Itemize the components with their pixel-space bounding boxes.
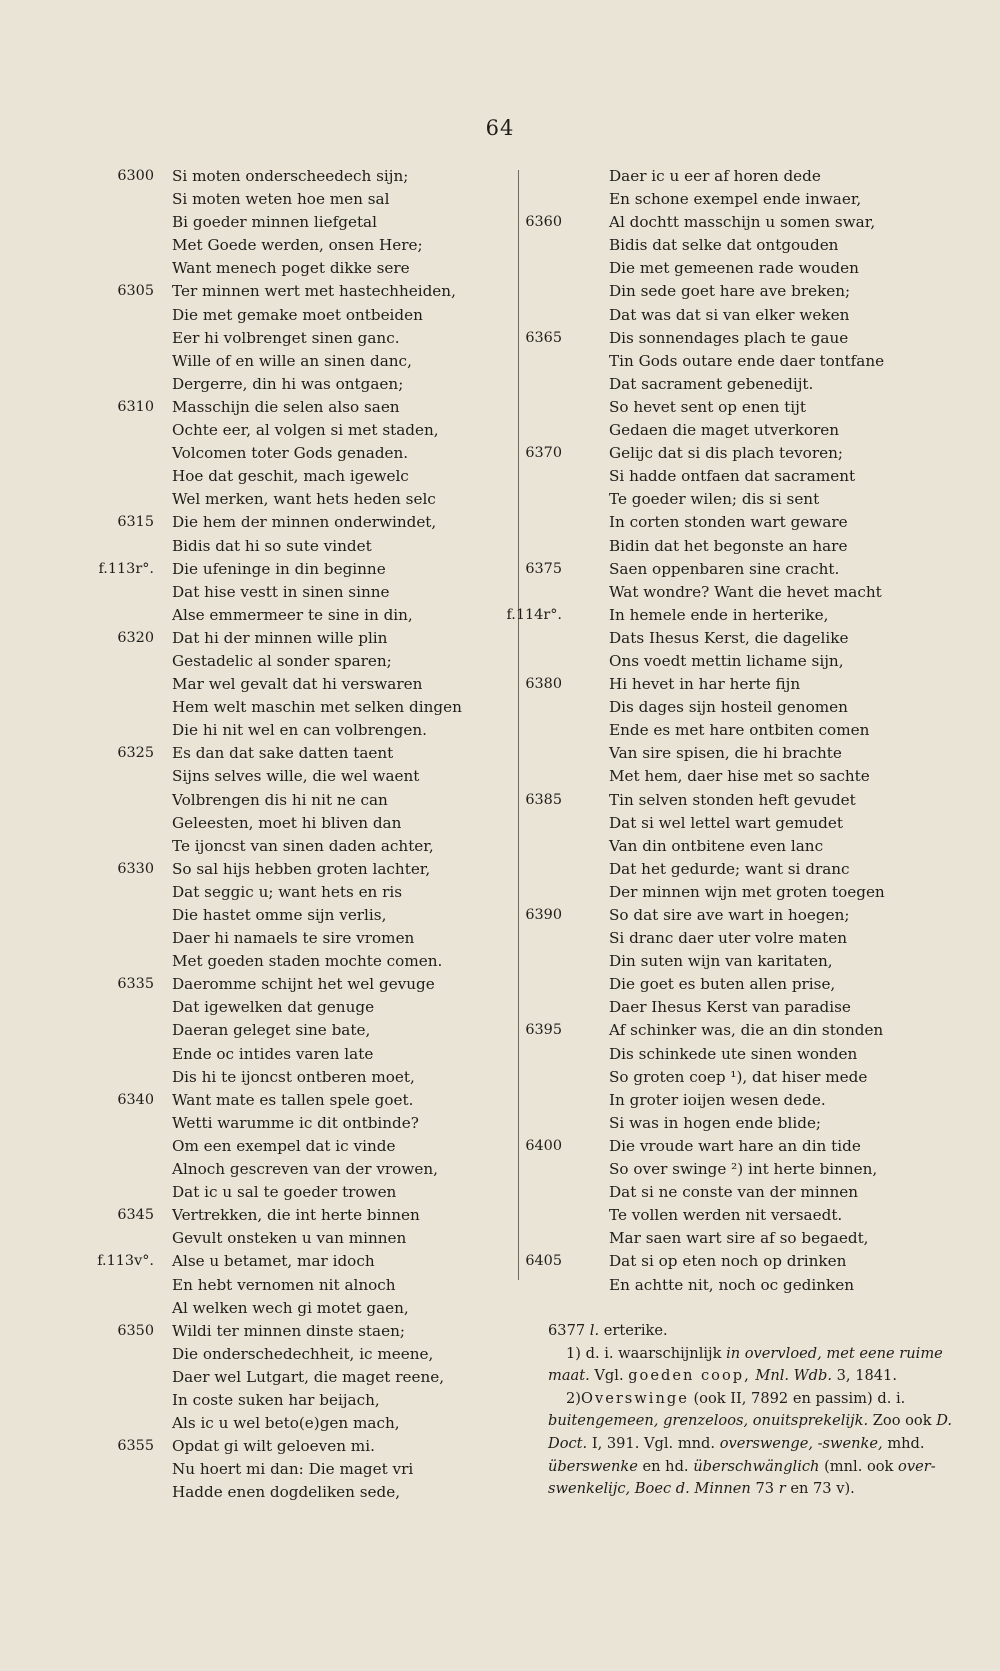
left-verse-column [97, 165, 490, 1504]
verse-text: Ende oc intides varen late [172, 1044, 374, 1063]
footnote-italic: Mnl. Wdb. [755, 1367, 832, 1385]
verse-line [110, 1481, 490, 1504]
verse-text: Bi goeder minnen liefgetal [172, 213, 377, 232]
verse-line [110, 1297, 490, 1320]
verse-text: Alse u betamet, mar idoch [172, 1252, 375, 1271]
verse-line [110, 1389, 490, 1412]
verse-line [520, 327, 960, 350]
verse-text: En schone exempel ende inwaer, [609, 190, 862, 209]
page-number: 64 [485, 116, 515, 140]
verse-text: Gelijc dat si dis plach tevoren; [609, 444, 843, 463]
verse-text: Opdat gi wilt geloeven mi. [172, 1437, 375, 1456]
verse-text: Dat si op eten noch op drinken [609, 1252, 847, 1271]
verse-text: Ter minnen wert met hastechheiden, [172, 282, 456, 301]
verse-line [110, 927, 490, 950]
verse-line [110, 535, 490, 558]
verse-line [110, 1366, 490, 1389]
verse-line [110, 1158, 490, 1181]
verse-text: Gestadelic al sonder sparen; [172, 651, 392, 670]
verse-text: Dat igewelken dat genuge [172, 998, 375, 1017]
verse-number: 6360 [525, 214, 562, 231]
verse-text: Als ic u wel beto(e)gen mach, [172, 1414, 400, 1433]
verse-text: In hemele ende in herterike, [609, 605, 829, 624]
footnote-text: I, 391. Vgl. mnd. [591, 1434, 716, 1452]
verse-line [97, 1250, 490, 1273]
verse-text: Daer ic u eer af horen dede [609, 167, 821, 185]
verse-text: Van sire spisen, die hi brachte [609, 744, 842, 763]
verse-number: 6405 [525, 1253, 562, 1270]
footnote-italic: swenkelijc, Boec d. Minnen [548, 1480, 751, 1498]
verse-line [110, 1066, 490, 1089]
verse-number: 6325 [117, 745, 154, 762]
verse-line [520, 904, 960, 927]
verse-text: Al dochtt masschijn u somen swar, [609, 213, 876, 232]
footnote-italic: r [778, 1480, 786, 1498]
footnote-italic: in overvloed, met eene ruime [726, 1344, 943, 1362]
verse-line [98, 558, 490, 581]
verse-text: Dat si ne conste van der minnen [609, 1183, 859, 1202]
verse-line [110, 396, 490, 419]
footnote-verse-ref: 6377 [548, 1322, 586, 1339]
verse-line [110, 904, 490, 927]
footnote-italic: buitengemeen, grenzeloos, onuitsprekelijk. [548, 1412, 869, 1430]
verse-text: Wel merken, want hets heden selc [172, 490, 436, 509]
verse-line [520, 1274, 960, 1297]
verse-line [110, 1181, 490, 1204]
footnote-2-cont-4 [548, 1478, 958, 1501]
footnote-text: Zoo ook [872, 1412, 932, 1430]
verse-line [110, 350, 490, 373]
verse-text: Van din ontbitene even lanc [609, 836, 824, 855]
verse-line [110, 257, 490, 280]
verse-text: Die hastet omme sijn verlis, [172, 906, 387, 924]
verse-line [520, 535, 960, 558]
footnote-2 [548, 1388, 958, 1411]
footnote-1 [548, 1343, 958, 1366]
verse-text: Wetti warumme ic dit ontbinde? [172, 1113, 419, 1132]
verse-text: Daer hi namaels te sire vromen [172, 929, 415, 948]
verse-line [520, 188, 960, 211]
verse-text: Tin selven stonden heft gevudet [609, 790, 856, 809]
verse-text: Te vollen werden nit versaedt. [609, 1206, 843, 1225]
verse-number: 6380 [525, 676, 562, 693]
verse-line [520, 1250, 960, 1273]
verse-text: Daer wel Lutgart, die maget reene, [172, 1367, 445, 1386]
verse-number: 6300 [117, 168, 154, 184]
verse-line [110, 881, 490, 904]
verse-line [110, 511, 490, 534]
verse-text: Volbrengen dis hi nit ne can [172, 790, 388, 809]
verse-number: 6320 [117, 629, 154, 646]
verse-text: Din sede goet hare ave breken; [609, 282, 851, 301]
verse-text: Es dan dat sake datten taent [172, 744, 394, 763]
verse-line [110, 581, 490, 604]
footnote-italic: überschwänglich [693, 1457, 820, 1475]
verse-line [520, 211, 960, 234]
verse-text: Al welken wech gi motet gaen, [172, 1298, 409, 1317]
verse-text: Die hi nit wel en can volbrengen. [172, 721, 427, 740]
verse-line [110, 1135, 490, 1158]
verse-number: 6330 [117, 860, 154, 877]
verse-text: Sijns selves wille, die wel waent [172, 767, 420, 786]
verse-text: Die ufeninge in din beginne [172, 559, 386, 578]
verse-line [520, 350, 960, 373]
verse-line [520, 950, 960, 973]
verse-number: 6310 [117, 398, 154, 415]
verse-number: f.113r°. [98, 560, 154, 577]
verse-number: 6375 [525, 560, 562, 577]
verse-line [520, 650, 960, 673]
verse-line [520, 558, 960, 581]
verse-line [520, 465, 960, 488]
verse-line [110, 1043, 490, 1066]
verse-text: Geleesten, moet hi bliven dan [172, 813, 402, 832]
verse-line [110, 280, 490, 303]
verse-text: Dat het gedurde; want si dranc [609, 859, 850, 878]
verse-number: 6345 [117, 1207, 154, 1224]
verse-text: Alse emmermeer te sine in din, [172, 605, 413, 624]
verse-text: Die vroude wart hare an din tide [609, 1136, 861, 1155]
verse-line [520, 442, 960, 465]
verse-line [520, 765, 960, 788]
verse-text: Tin Gods outare ende daer tontfane [609, 351, 885, 370]
verse-line [520, 1135, 960, 1158]
verse-text: Wat wondre? Want die hevet macht [609, 582, 882, 601]
verse-line [520, 881, 960, 904]
footnote-spaced: goeden coop, [628, 1367, 751, 1385]
verse-text: Nu hoert mi dan: Die maget vri [172, 1460, 414, 1479]
footnote-text: erterike. [603, 1322, 668, 1339]
footnote-italic: überswenke [548, 1457, 638, 1475]
verse-line [506, 604, 960, 627]
verse-text: Die hem der minnen onderwindet, [172, 513, 437, 532]
verse-text: Volcomen toter Gods genaden. [172, 444, 409, 463]
verse-line [520, 1089, 960, 1112]
verse-text: Die met gemeenen rade wouden [609, 259, 859, 278]
verse-number: 6390 [525, 907, 562, 923]
footnote-text: en hd. [642, 1457, 689, 1475]
verse-number: 6365 [525, 329, 562, 346]
verse-line [110, 304, 490, 327]
verse-text: Dat ic u sal te goeder trowen [172, 1183, 397, 1202]
verse-text: Dis hi te ijoncst ontberen moet, [172, 1067, 415, 1086]
verse-text: Met Goede werden, onsen Here; [172, 236, 423, 255]
verse-number: f.113v°. [97, 1253, 154, 1270]
verse-line [110, 465, 490, 488]
verse-line [110, 327, 490, 350]
verse-text: Dat hise vestt in sinen sinne [172, 582, 390, 601]
verse-text: So groten coep ¹), dat hiser mede [609, 1067, 868, 1086]
verse-line [110, 234, 490, 257]
verse-text: So sal hijs hebben groten lachter, [172, 859, 431, 878]
verse-number: 6395 [525, 1022, 562, 1039]
verse-line [520, 581, 960, 604]
verse-text: Daeran geleget sine bate, [172, 1021, 371, 1040]
verse-text: Te goeder wilen; dis si sent [609, 490, 820, 509]
verse-line [520, 1112, 960, 1135]
verse-line [520, 927, 960, 950]
right-verse-column [506, 165, 960, 1297]
verse-text: Bidis dat selke dat ontgouden [609, 236, 839, 255]
footnote-text: mhd. [887, 1434, 925, 1452]
footnote-1-cont [548, 1365, 958, 1388]
footnote-2-cont-1 [548, 1410, 958, 1433]
verse-line [110, 765, 490, 788]
footnote-text: Vgl. [594, 1367, 624, 1385]
verse-text: Met hem, daer hise met so sachte [609, 767, 870, 786]
verse-line [110, 1458, 490, 1481]
verse-line [520, 1181, 960, 1204]
verse-text: Dis dages sijn hosteil genomen [609, 698, 848, 717]
footnote-text: 73 [755, 1480, 775, 1498]
verse-text: Masschijn die selen also saen [172, 397, 400, 416]
verse-line [110, 1227, 490, 1250]
verse-text: Si moten weten hoe men sal [172, 190, 390, 209]
verse-text: Te ijoncst van sinen daden achter, [172, 836, 434, 855]
verse-text: Dats Ihesus Kerst, die dagelike [609, 628, 849, 647]
verse-text: Si moten onderscheedech sijn; [172, 167, 409, 185]
footnote-2-cont-2 [548, 1433, 958, 1456]
verse-text: Bidis dat hi so sute vindet [172, 536, 372, 555]
verse-text: Dat si wel lettel wart gemudet [609, 813, 843, 832]
verse-text: So over swinge ²) int herte binnen, [609, 1160, 878, 1179]
verse-text: Dat was dat si van elker weken [609, 305, 850, 324]
verse-line [110, 604, 490, 627]
verse-text: En hebt vernomen nit alnoch [172, 1275, 396, 1294]
verse-line [520, 1019, 960, 1042]
verse-number: 6400 [525, 1137, 562, 1154]
verse-text: Om een exempel dat ic vinde [172, 1136, 396, 1155]
footnote-text: 3, 1841. [836, 1367, 897, 1385]
verse-text: Bidin dat het begonste an hare [609, 536, 848, 555]
verse-text: Din suten wijn van karitaten, [609, 952, 833, 971]
verse-text: Ons voedt mettin lichame sijn, [609, 651, 844, 670]
verse-line [520, 511, 960, 534]
footnote-text: (ook II, 7892 en passim) d. i. [693, 1389, 906, 1407]
verse-number: f.114r°. [506, 606, 562, 623]
verse-line [520, 673, 960, 696]
verse-text: Hem welt maschin met selken dingen [172, 698, 462, 717]
verse-text: Af schinker was, die an din stonden [609, 1021, 884, 1040]
verse-text: Dat seggic u; want hets en ris [172, 882, 403, 901]
verse-line [520, 257, 960, 280]
verse-line [110, 650, 490, 673]
verse-text: Wildi ter minnen dinste staen; [172, 1321, 405, 1340]
verse-text: Mar wel gevalt dat hi verswaren [172, 675, 423, 694]
verse-line [520, 1043, 960, 1066]
footnote-text: (mnl. ook [824, 1457, 894, 1475]
verse-text: Daeromme schijnt het wel gevuge [172, 975, 435, 994]
verse-text: Si dranc daer uter volre maten [609, 929, 848, 948]
verse-line [110, 696, 490, 719]
verse-line [520, 304, 960, 327]
verse-line [520, 812, 960, 835]
verse-text: Si hadde ontfaen dat sacrament [609, 467, 856, 486]
verse-text: Wille of en wille an sinen danc, [172, 351, 412, 370]
verse-text: Hoe dat geschit, mach igewelc [172, 467, 409, 486]
verse-line [110, 1019, 490, 1042]
verse-text: So dat sire ave wart in hoegen; [609, 906, 850, 924]
verse-text: In groter ioijen wesen dede. [609, 1090, 826, 1109]
verse-text: Ende es met hare ontbiten comen [609, 721, 870, 740]
verse-text: Dat hi der minnen wille plin [172, 628, 388, 647]
verse-line [110, 1089, 490, 1112]
verse-text: Dergerre, din hi was ontgaen; [172, 374, 404, 393]
footnote-italic: maat. [548, 1367, 590, 1385]
verse-line [110, 950, 490, 973]
footnote-text: en 73 v). [790, 1480, 855, 1498]
verse-line [520, 488, 960, 511]
verse-line [520, 835, 960, 858]
verse-line [520, 696, 960, 719]
verse-text: So hevet sent op enen tijt [609, 397, 806, 416]
verse-text: Want menech poget dikke sere [172, 259, 410, 278]
verse-line [520, 1158, 960, 1181]
verse-text: Dis schinkede ute sinen wonden [609, 1044, 858, 1063]
verse-number: 6305 [117, 283, 154, 300]
verse-text: Dat sacrament gebenedijt. [609, 374, 814, 393]
verse-line [110, 211, 490, 234]
footnote-lees: l. [589, 1322, 600, 1339]
verse-text: Gedaen die maget utverkoren [609, 421, 840, 440]
footnote-2-cont-3 [548, 1456, 958, 1479]
verse-line [520, 396, 960, 419]
verse-text: Mar saen wart sire af so begaedt, [609, 1229, 869, 1248]
verse-line [520, 419, 960, 442]
footnote-italic: Doct. [548, 1434, 588, 1452]
footnote-italic: over- [898, 1457, 936, 1475]
verse-line [110, 488, 490, 511]
verse-text: Vertrekken, die int herte binnen [172, 1206, 420, 1225]
verse-line [110, 165, 490, 188]
verse-number: 6340 [117, 1091, 154, 1108]
verse-line [520, 742, 960, 765]
verse-text: Saen oppenbaren sine cracht. [609, 559, 840, 578]
verse-number: 6355 [117, 1438, 154, 1455]
verse-line [110, 973, 490, 996]
verse-text: In coste suken har beijach, [172, 1390, 380, 1409]
verse-line [110, 188, 490, 211]
verse-text: Hi hevet in har herte fijn [609, 675, 801, 694]
verse-text: Alnoch gescreven van der vrowen, [172, 1160, 438, 1179]
verse-text: Die goet es buten allen prise, [609, 975, 836, 994]
verse-text: Die met gemake moet ontbeiden [172, 305, 423, 324]
verse-line [110, 1274, 490, 1297]
verse-line [110, 673, 490, 696]
verse-line [520, 719, 960, 742]
verse-line [110, 812, 490, 835]
footnote-italic: D. [936, 1412, 953, 1430]
verse-line [110, 858, 490, 881]
verse-line [110, 1112, 490, 1135]
verse-text: Hadde enen dogdeliken sede, [172, 1483, 401, 1502]
verse-line [520, 234, 960, 257]
verse-number: 6370 [525, 445, 562, 462]
footnotes [548, 1320, 958, 1501]
verse-line [110, 835, 490, 858]
verse-text: En achtte nit, noch oc gedinken [609, 1275, 855, 1294]
verse-line [110, 789, 490, 812]
verse-line [520, 973, 960, 996]
verse-text: Der minnen wijn met groten toegen [609, 882, 885, 901]
verse-line [110, 442, 490, 465]
verse-line [110, 1320, 490, 1343]
footnote-italic: overswenge, -swenke, [719, 1434, 883, 1452]
verse-text: Dis sonnendages plach te gaue [609, 328, 849, 347]
verse-line [110, 1204, 490, 1227]
verse-text: Eer hi volbrenget sinen ganc. [172, 328, 400, 347]
verse-line [110, 627, 490, 650]
verse-line [520, 280, 960, 303]
verse-text: Want mate es tallen spele goet. [172, 1090, 414, 1109]
verse-line [110, 373, 490, 396]
verse-text: Daer Ihesus Kerst van paradise [609, 998, 851, 1017]
verse-line [520, 627, 960, 650]
verse-line [520, 858, 960, 881]
verse-line [110, 1435, 490, 1458]
verse-text: Si was in hogen ende blide; [609, 1113, 822, 1132]
verse-text: Gevult onsteken u van minnen [172, 1229, 407, 1248]
verse-text: Met goeden staden mochte comen. [172, 952, 443, 971]
footnote-6377 [548, 1320, 958, 1343]
verse-line [110, 419, 490, 442]
verse-line [110, 1343, 490, 1366]
verse-number: 6315 [117, 514, 154, 531]
verse-line [110, 742, 490, 765]
verse-number: 6385 [525, 791, 562, 808]
verse-line [520, 996, 960, 1019]
verse-line [520, 1066, 960, 1089]
verse-line [520, 1227, 960, 1250]
verse-text: Ochte eer, al volgen si met staden, [172, 421, 439, 440]
footnote-spaced: Overswinge [580, 1389, 689, 1407]
footnote-text: 1) d. i. waarschijnlijk [566, 1344, 722, 1362]
verse-line [520, 789, 960, 812]
verse-line [520, 1204, 960, 1227]
verse-line [110, 719, 490, 742]
verse-number: 6350 [117, 1322, 154, 1339]
verse-text: In corten stonden wart geware [609, 513, 848, 532]
verse-line [110, 996, 490, 1019]
verse-number: 6335 [117, 976, 154, 993]
verse-line [520, 165, 960, 188]
verse-line [520, 373, 960, 396]
verse-line [110, 1412, 490, 1435]
verse-text: Die onderschedechheit, ic meene, [172, 1344, 434, 1363]
footnote-text: 2) [566, 1389, 581, 1407]
